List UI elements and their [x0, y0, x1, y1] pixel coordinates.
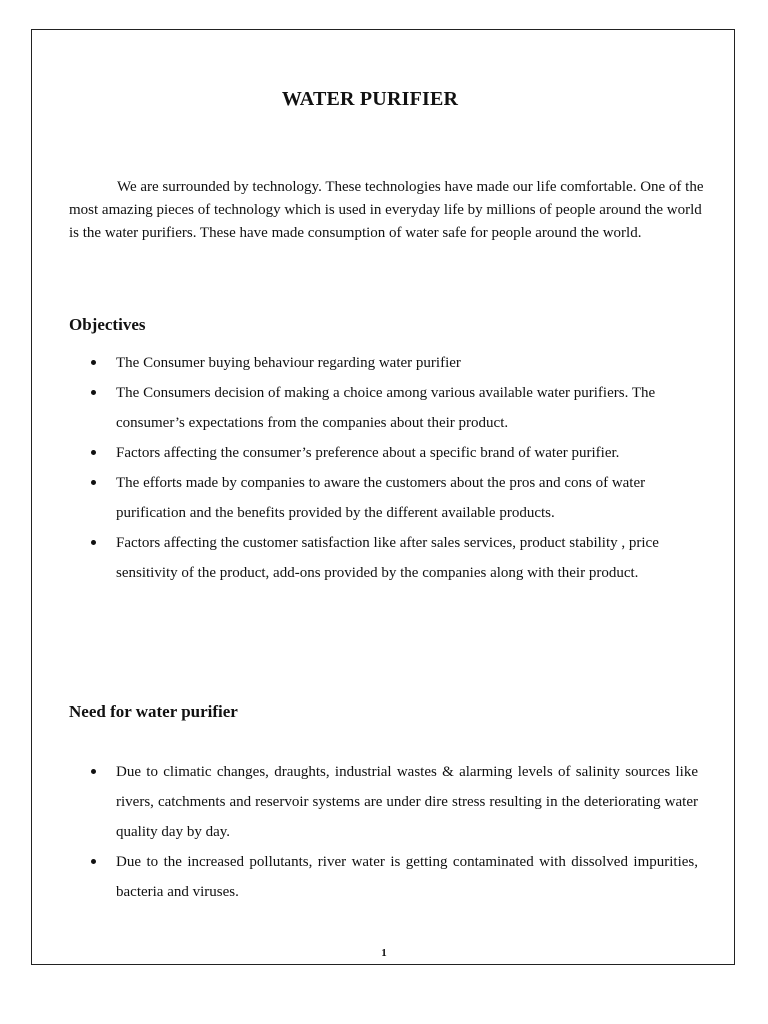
need-item: Due to the increased pollutants, river water is getting contaminated with dissolved impurities, bacteria and viruses.: [88, 847, 698, 907]
need-item: Due to climatic changes, draughts, industrial wastes & alarming levels of salinity sources like rivers, catchments and reservoir systems are under dire stress resulting in the deteriorating water quality day by day.: [88, 757, 698, 847]
objectives-list: [88, 348, 700, 588]
objective-item: The Consumer buying behaviour regarding water purifier: [88, 348, 700, 378]
objective-item: Factors affecting the consumer’s preference about a specific brand of water purifier.: [88, 438, 700, 468]
page-number: 1: [381, 947, 387, 959]
intro-paragraph: [69, 176, 709, 245]
document-title: WATER PURIFIER: [281, 88, 459, 110]
objectives-heading: Objectives: [69, 315, 146, 334]
need-list: [88, 757, 698, 907]
objective-item: The efforts made by companies to aware the customers about the pros and cons of water purification and the benefits provided by the different available products.: [88, 468, 700, 528]
objective-item: The Consumers decision of making a choice among various available water purifiers. The consumer’s expectations from the companies about their product.: [88, 378, 700, 438]
need-heading: Need for water purifier: [69, 702, 238, 721]
intro-text: We are surrounded by technology. These technologies have made our life comfortable. One of the most amazing pieces of technology which is used in everyday life by millions of people around the world is the water purifiers. These have made consumption of water safe for people around the world.: [69, 179, 704, 241]
objective-item: Factors affecting the customer satisfaction like after sales services, product stability , price sensitivity of the product, add-ons provided by the companies along with their product.: [88, 528, 700, 588]
